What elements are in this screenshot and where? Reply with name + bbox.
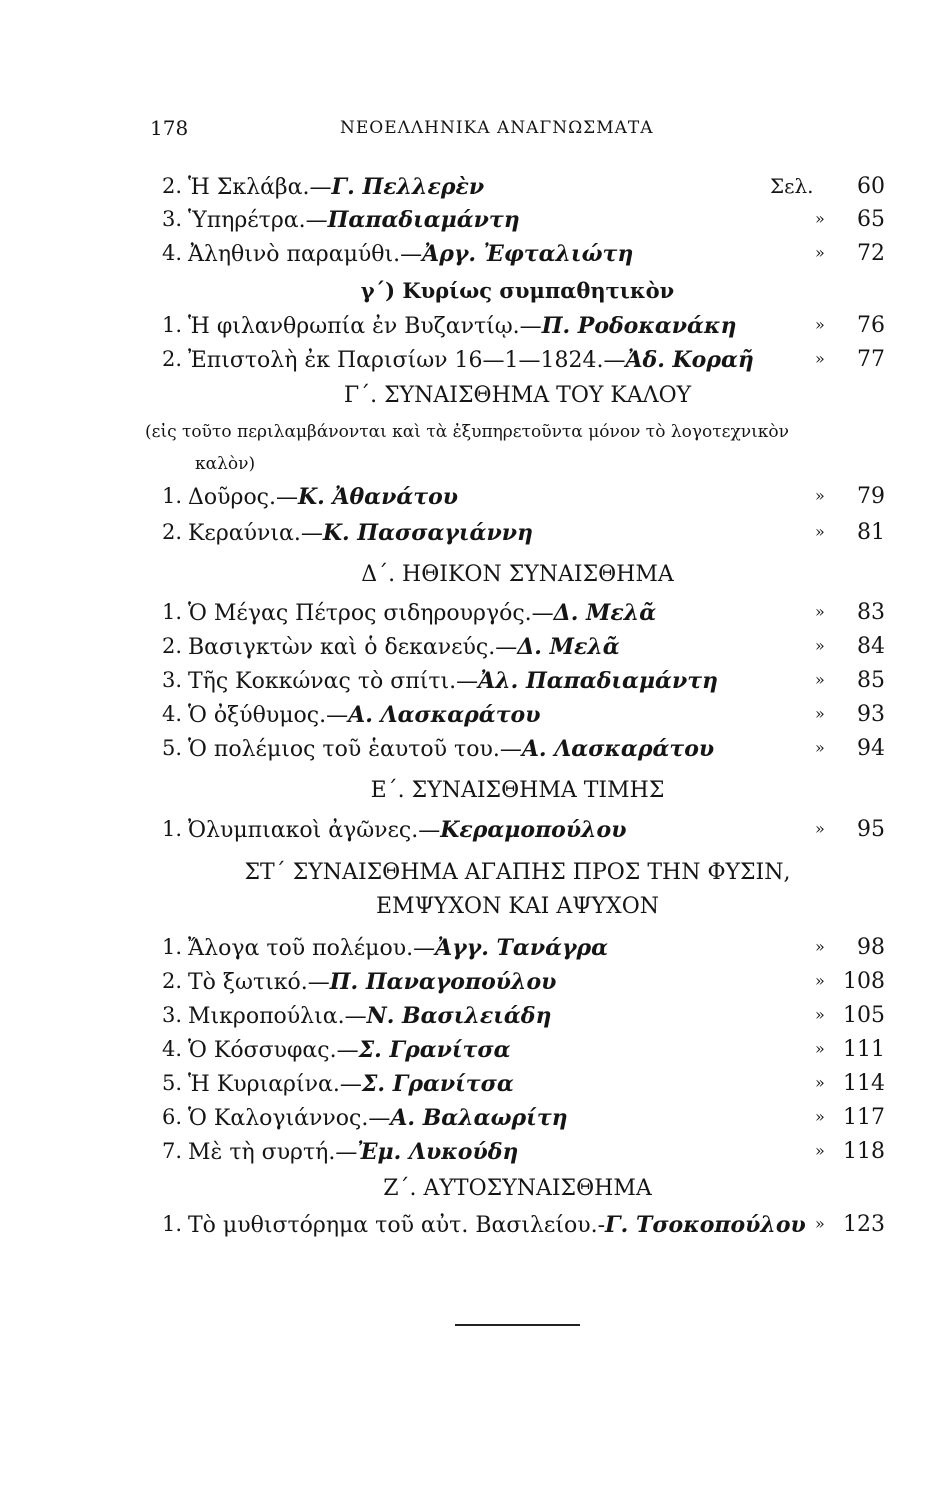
entry-author: Παπαδιαμάντη <box>327 207 520 233</box>
entry-page: 94 <box>857 736 885 761</box>
entry-title: Μικροπούλια.— <box>188 1004 367 1029</box>
section-heading: Γ΄. ΣΥΝΑΙΣΘΗΜΑ ΤΟΥ ΚΑΛΟΥ <box>343 383 692 408</box>
toc-entry <box>150 668 885 702</box>
entry-page: 76 <box>857 313 885 338</box>
section-heading: ΕΜΨΥΧΟΝ ΚΑΙ ΑΨΥΧΟΝ <box>375 894 659 919</box>
ditto-mark: » <box>815 522 825 541</box>
ditto-mark: » <box>815 636 825 655</box>
page-header <box>150 116 770 146</box>
entry-text <box>188 600 656 626</box>
entry-author: Γ. Πελλερὲν <box>331 174 485 200</box>
ditto-mark: » <box>815 819 825 838</box>
entry-text <box>188 668 718 694</box>
entry-page: 81 <box>857 520 885 545</box>
entry-number: 2. <box>162 969 183 993</box>
entry-title: Ὁ Καλογιάννος.— <box>188 1106 391 1131</box>
entry-author: Δ. Μελᾶ <box>553 600 657 626</box>
toc-entry <box>150 600 885 634</box>
entry-page: 118 <box>843 1139 885 1164</box>
toc-entry <box>150 1071 885 1105</box>
entry-author: Ἀλ. Παπαδιαμάντη <box>478 668 719 694</box>
toc-entry <box>150 1105 885 1139</box>
toc-entry <box>150 313 885 347</box>
entry-title: Ἡ φιλανθρωπία ἐν Βυζαντίῳ.— <box>188 314 542 339</box>
entry-title: Τὸ ξωτικό.— <box>188 970 330 995</box>
entry-author: Κ. Ἀθανάτου <box>298 484 459 510</box>
toc-entry <box>150 520 885 554</box>
entry-text <box>188 969 556 995</box>
entry-title: Ὀλυμπιακοὶ ἀγῶνες.— <box>188 818 441 843</box>
section-heading: ΣΤ΄ ΣΥΝΑΙΣΘΗΜΑ ΑΓΑΠΗΣ ΠΡΟΣ ΤΗΝ ΦΥΣΙΝ, <box>244 860 791 885</box>
entry-page: 65 <box>857 207 885 232</box>
page-number: 178 <box>150 116 189 140</box>
entry-number: 1. <box>162 817 183 841</box>
toc-entry <box>150 1003 885 1037</box>
entry-number: 4. <box>162 1037 183 1061</box>
entry-page: 85 <box>857 668 885 693</box>
entry-text <box>188 241 633 267</box>
entry-number: 2. <box>162 347 183 371</box>
entry-author: Σ. Γρανίτσα <box>361 1071 514 1097</box>
ditto-mark: » <box>815 1073 825 1092</box>
section-heading: Ε΄. ΣΥΝΑΙΣΘΗΜΑ ΤΙΜΗΣ <box>370 778 665 803</box>
entry-text <box>188 935 608 961</box>
entry-page: 84 <box>857 634 885 659</box>
ditto-mark: » <box>815 1005 825 1024</box>
entry-author: Σ. Γρανίτσα <box>358 1037 511 1063</box>
entry-author: Ἀργ. Ἐφταλιώτη <box>422 241 634 267</box>
entry-title: Βασιγκτὼν καὶ ὁ δεκανεύς.— <box>188 635 518 660</box>
ditto-mark: » <box>815 971 825 990</box>
entry-number: 6. <box>162 1105 183 1129</box>
entry-text <box>188 520 533 546</box>
entry-text <box>188 1037 511 1063</box>
entry-text <box>188 1003 551 1029</box>
entry-number: 3. <box>162 207 183 231</box>
entry-number: 4. <box>162 241 183 265</box>
section-heading: Δ΄. ΗΘΙΚΟΝ ΣΥΝΑΙΣΘΗΜΑ <box>361 562 674 587</box>
entry-title: Δοῦρος.— <box>188 485 298 510</box>
ditto-mark: » <box>815 937 825 956</box>
ditto-mark: » <box>815 243 825 262</box>
entry-title: Ἡ Σκλάβα.— <box>188 175 332 200</box>
toc-entry <box>150 207 885 241</box>
entry-author: Δ. Μελᾶ <box>517 634 620 660</box>
ditto-mark: » <box>815 315 825 334</box>
entry-text <box>188 817 627 843</box>
ditto-mark: » <box>815 1107 825 1126</box>
ditto-mark: » <box>815 1141 825 1160</box>
entry-title: Ἄλογα τοῦ πολέμου.— <box>188 936 436 961</box>
entry-author: Ν. Βασιλειάδη <box>366 1003 552 1029</box>
entry-title: Ὁ πολέμιος τοῦ ἑαυτοῦ του.— <box>188 737 522 762</box>
page-label: Σελ. <box>770 174 814 198</box>
entry-author: Α. Λασκαράτου <box>348 702 541 728</box>
section-heading: Ζ΄. ΑΥΤΟΣΥΝΑΙΣΘΗΜΑ <box>383 1176 652 1201</box>
entry-text <box>188 174 484 200</box>
entry-author: Π. Ροδοκανάκη <box>541 313 737 339</box>
ditto-mark: » <box>815 349 825 368</box>
entry-author: Ἀδ. Κοραῆ <box>625 347 754 373</box>
entry-number: 1. <box>162 600 183 624</box>
entry-author: Ἐμ. Λυκούδη <box>357 1139 519 1165</box>
entry-title: Ὁ Κόσσυφας.— <box>188 1038 359 1063</box>
ditto-mark: » <box>815 1214 825 1233</box>
section-note <box>145 416 905 480</box>
entry-number: 7. <box>162 1139 183 1163</box>
toc-entry <box>150 634 885 668</box>
ditto-mark: » <box>815 602 825 621</box>
toc-entry <box>150 702 885 736</box>
entry-number: 1. <box>162 1212 183 1236</box>
entry-title: Ἀληθινὸ παραμύθι.— <box>188 242 423 267</box>
entry-number: 4. <box>162 702 183 726</box>
entry-text <box>188 1212 806 1238</box>
entry-page: 83 <box>857 600 885 625</box>
entry-title: Μὲ τὴ συρτή.— <box>188 1140 358 1165</box>
entry-number: 2. <box>162 520 183 544</box>
entry-author: Ἀγγ. Τανάγρα <box>435 935 609 961</box>
toc-entry <box>150 347 885 381</box>
ditto-mark: » <box>815 486 825 505</box>
entry-page: 105 <box>843 1003 885 1028</box>
entry-number: 2. <box>162 174 183 198</box>
entry-title: Ὁ ὀξύθυμος.— <box>188 703 349 728</box>
entry-number: 2. <box>162 634 183 658</box>
entry-text <box>188 347 754 373</box>
ditto-mark: » <box>815 670 825 689</box>
note-line: (εἰς τοῦτο περιλαμβάνονται καὶ τὰ ἐξυπηρετοῦντα μόνον τὸ λογοτεχνικὸν <box>145 422 789 442</box>
entry-text <box>188 1071 514 1097</box>
entry-number: 5. <box>162 736 183 760</box>
toc-entry <box>150 1212 885 1246</box>
entry-author: Α. Βαλαωρίτη <box>390 1105 568 1131</box>
running-title: ΝΕΟΕΛΛΗΝΙΚΑ ΑΝΑΓΝΩΣΜΑΤΑ <box>340 118 654 138</box>
entry-page: 60 <box>857 174 885 199</box>
toc-entry <box>150 935 885 969</box>
entry-text <box>188 702 540 728</box>
entry-number: 3. <box>162 1003 183 1027</box>
toc-entry <box>150 969 885 1003</box>
entry-text <box>188 1105 568 1131</box>
ditto-mark: » <box>815 209 825 228</box>
entry-text <box>188 736 714 762</box>
entry-number: 3. <box>162 668 183 692</box>
entry-text <box>188 1139 518 1165</box>
entry-page: 77 <box>857 347 885 372</box>
entry-page: 93 <box>857 702 885 727</box>
end-rule <box>455 1324 580 1326</box>
entry-number: 1. <box>162 484 183 508</box>
entry-author: Α. Λασκαράτου <box>521 736 715 762</box>
toc-entry <box>150 736 885 770</box>
entry-text <box>188 634 620 660</box>
entry-author: Κ. Πασσαγιάννη <box>322 520 534 546</box>
entry-title: Τὸ μυθιστόρημα τοῦ αὐτ. Βασιλείου.- <box>188 1213 606 1238</box>
toc-entry <box>150 1037 885 1071</box>
entry-page: 123 <box>843 1212 885 1237</box>
entry-number: 5. <box>162 1071 183 1095</box>
entry-title: Ἐπιστολὴ ἐκ Παρισίων 16—1—1824.— <box>188 348 626 373</box>
entry-author: Κεραμοπούλου <box>440 817 627 843</box>
entry-text <box>188 207 520 233</box>
entry-number: 1. <box>162 935 183 959</box>
note-line: καλὸν) <box>195 454 256 474</box>
ditto-mark: » <box>815 704 825 723</box>
entry-title: Ὁ Μέγας Πέτρος σιδηρουργός.— <box>188 601 554 626</box>
entry-text <box>188 313 736 339</box>
entry-title: Κεραύνια.— <box>188 521 323 546</box>
entry-page: 114 <box>843 1071 885 1096</box>
entry-title: Ὑπηρέτρα.— <box>188 208 328 233</box>
toc-entry <box>150 817 885 851</box>
entry-page: 95 <box>857 817 885 842</box>
entry-title: Ἡ Κυριαρίνα.— <box>188 1072 362 1097</box>
subsection-heading: γ΄) Κυρίως συμπαθητικὸν <box>360 278 675 303</box>
entry-author: Γ. Τσοκοπούλου <box>605 1212 806 1238</box>
entry-title: Τῆς Κοκκώνας τὸ σπίτι.— <box>188 669 479 694</box>
entry-page: 79 <box>857 484 885 509</box>
entry-author: Π. Παναγοπούλου <box>329 969 557 995</box>
entry-page: 108 <box>843 969 885 994</box>
toc-entry <box>150 1139 885 1173</box>
entry-text <box>188 484 458 510</box>
ditto-mark: » <box>815 1039 825 1058</box>
toc-entry <box>150 484 885 518</box>
entry-page: 111 <box>843 1037 885 1062</box>
entry-page: 117 <box>843 1105 885 1130</box>
toc-entry <box>150 241 885 275</box>
entry-page: 72 <box>857 241 885 266</box>
toc-entry <box>150 174 885 208</box>
ditto-mark: » <box>815 738 825 757</box>
entry-page: 98 <box>857 935 885 960</box>
entry-number: 1. <box>162 313 183 337</box>
